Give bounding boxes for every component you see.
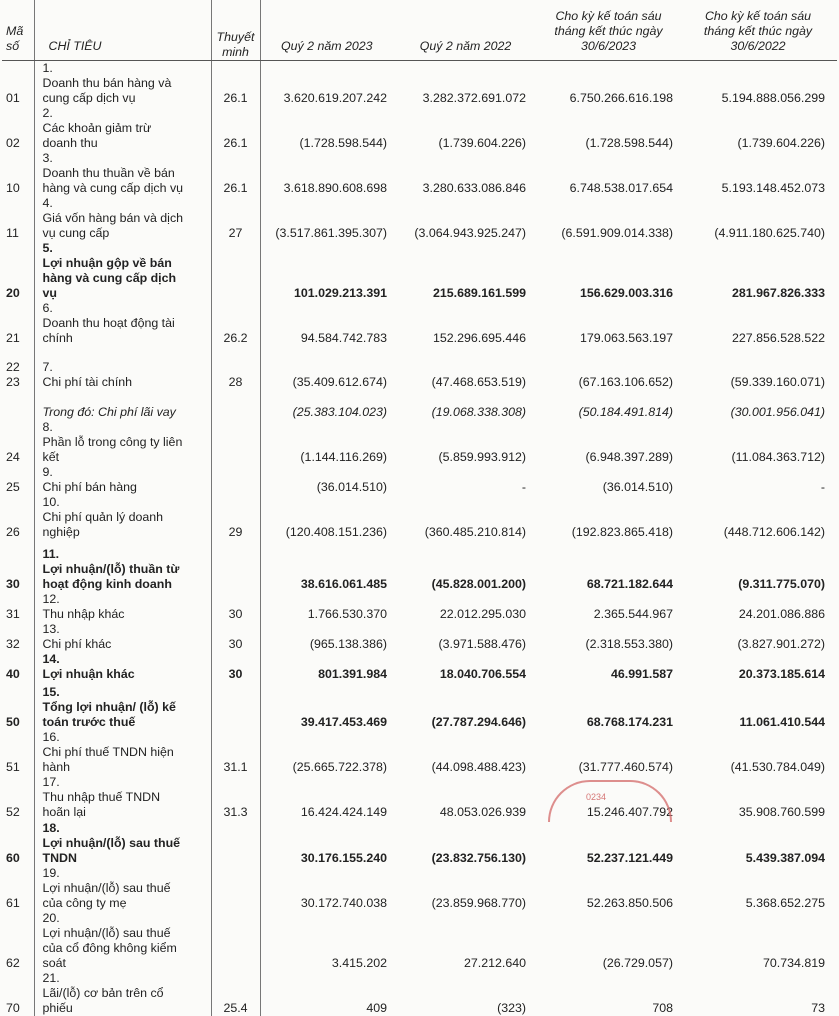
row-code — [2, 465, 34, 495]
row-h2023: 46.991.587 — [538, 652, 685, 682]
table-row — [2, 820, 837, 866]
row-h2023: (31.777.460.574) — [538, 730, 685, 775]
row-number: 21. — [43, 971, 67, 986]
row-q2023: (25.383.104.023) — [260, 390, 399, 420]
row-h2023: (192.823.865.418) — [538, 495, 685, 540]
table-row — [2, 730, 837, 775]
row-label — [34, 106, 211, 151]
row-code — [2, 911, 34, 971]
row-q2022: (3.971.588.476) — [399, 622, 538, 652]
row-label — [34, 390, 211, 420]
table-row — [2, 301, 837, 346]
row-code-value: 01 — [6, 91, 28, 106]
row-q2022: (5.859.993.912) — [399, 420, 538, 465]
row-q2023: (25.665.722.378) — [260, 730, 399, 775]
table-row — [2, 592, 837, 622]
row-code-value: 50 — [6, 715, 28, 730]
row-number: 12. — [43, 592, 67, 607]
row-number: 20. — [43, 911, 67, 926]
row-code — [2, 241, 34, 301]
row-code-value: 62 — [6, 956, 28, 971]
row-note: 26.1 — [211, 106, 260, 151]
row-code — [2, 866, 34, 911]
row-h2022: 5.368.652.275 — [685, 866, 837, 911]
row-q2023: 409 — [260, 971, 399, 1016]
row-h2022: 227.856.528.522 — [685, 301, 837, 346]
row-label-text: Tổng lợi nhuận/ (lỗ) kế toán trước thuế — [43, 700, 188, 730]
row-code-value: 40 — [6, 667, 28, 682]
row-label-text: Lợi nhuận/(lỗ) thuần từ hoạt động kinh doanh — [43, 562, 188, 592]
row-label-text: Doanh thu thuần về bán hàng và cung cấp dịch vụ — [43, 166, 188, 196]
stamp-text: 0234 — [586, 792, 606, 802]
row-q2022: - — [399, 465, 538, 495]
row-number: 8. — [43, 420, 67, 435]
row-code-value: 02 — [6, 136, 28, 151]
row-number: 9. — [43, 465, 67, 480]
header-q2023: Quý 2 năm 2023 — [260, 0, 399, 61]
row-label — [34, 622, 211, 652]
table-row — [2, 622, 837, 652]
row-note — [211, 682, 260, 730]
table-row — [2, 465, 837, 495]
income-statement-table — [2, 0, 837, 1016]
row-code-value: 32 — [6, 637, 28, 652]
row-label-text: Chi phí thuế TNDN hiện hành — [43, 745, 188, 775]
row-label-text: Chi phí khác — [43, 637, 188, 652]
row-label — [34, 911, 211, 971]
row-note: 26.1 — [211, 151, 260, 196]
row-label-text: Thu nhập thuế TNDN hoãn lại — [43, 790, 188, 820]
header-code: Mã số — [2, 0, 34, 61]
row-h2023: 68.768.174.231 — [538, 682, 685, 730]
row-label-text: Lãi/(lỗ) cơ bản trên cổ phiếu — [43, 986, 188, 1016]
row-number: 5. — [43, 241, 67, 256]
row-note — [211, 241, 260, 301]
row-h2022: 73 — [685, 971, 837, 1016]
row-q2023: 801.391.984 — [260, 652, 399, 682]
row-h2022: 5.439.387.094 — [685, 820, 837, 866]
header-name: CHỈ TIÊU — [34, 0, 211, 61]
row-number: 11. — [43, 547, 67, 562]
row-code — [2, 301, 34, 346]
table-body — [2, 61, 837, 1016]
row-note — [211, 390, 260, 420]
row-h2022: (3.827.901.272) — [685, 622, 837, 652]
row-label-text: Doanh thu hoạt động tài chính — [43, 316, 188, 346]
row-number: 14. — [43, 652, 67, 667]
row-number: 13. — [43, 622, 67, 637]
row-label-text: Giá vốn hàng bán và dịch vụ cung cấp — [43, 211, 188, 241]
row-h2023: (2.318.553.380) — [538, 622, 685, 652]
row-code-value: 31 — [6, 607, 28, 622]
row-q2023: 30.176.155.240 — [260, 820, 399, 866]
row-note: 29 — [211, 495, 260, 540]
row-h2022: 20.373.185.614 — [685, 652, 837, 682]
row-label-text: Chi phí tài chính — [43, 375, 188, 390]
row-code — [2, 346, 34, 390]
row-h2023: 179.063.563.197 — [538, 301, 685, 346]
row-q2023: 3.618.890.608.698 — [260, 151, 399, 196]
row-h2023: 6.750.266.616.198 — [538, 61, 685, 107]
row-h2022: 5.194.888.056.299 — [685, 61, 837, 107]
row-q2023: (965.138.386) — [260, 622, 399, 652]
table-row — [2, 106, 837, 151]
row-code — [2, 420, 34, 465]
row-q2022: (44.098.488.423) — [399, 730, 538, 775]
table-row — [2, 196, 837, 241]
row-q2022: (360.485.210.814) — [399, 495, 538, 540]
row-h2022: (448.712.606.142) — [685, 495, 837, 540]
row-q2023: 16.424.424.149 — [260, 775, 399, 820]
row-h2023: (26.729.057) — [538, 911, 685, 971]
row-code-value: 20 — [6, 286, 28, 301]
row-label-text: Các khoản giảm trừ doanh thu — [43, 121, 188, 151]
row-q2022: 215.689.161.599 — [399, 241, 538, 301]
row-q2022: (23.859.968.770) — [399, 866, 538, 911]
row-label — [34, 196, 211, 241]
row-code — [2, 682, 34, 730]
row-note: 30 — [211, 592, 260, 622]
row-h2022: 11.061.410.544 — [685, 682, 837, 730]
row-note — [211, 820, 260, 866]
row-h2023: 6.748.538.017.654 — [538, 151, 685, 196]
row-code — [2, 971, 34, 1016]
row-code-value: 10 — [6, 181, 28, 196]
row-number: 1. — [43, 61, 67, 76]
row-note — [211, 420, 260, 465]
row-note: 25.4 — [211, 971, 260, 1016]
row-code-value: 51 — [6, 760, 28, 775]
row-note: 31.3 — [211, 775, 260, 820]
red-seal-stamp — [548, 780, 672, 822]
row-q2023: 3.620.619.207.242 — [260, 61, 399, 107]
row-q2023: (1.144.116.269) — [260, 420, 399, 465]
row-q2022: (27.787.294.646) — [399, 682, 538, 730]
row-h2023: (50.184.491.814) — [538, 390, 685, 420]
row-q2022: (47.468.653.519) — [399, 346, 538, 390]
row-q2022: 3.282.372.691.072 — [399, 61, 538, 107]
row-h2023: 708 — [538, 971, 685, 1016]
row-code-value: 22 — [6, 360, 28, 375]
row-h2022: (41.530.784.049) — [685, 730, 837, 775]
row-label — [34, 820, 211, 866]
row-q2023: (3.517.861.395.307) — [260, 196, 399, 241]
table-row — [2, 540, 837, 592]
row-h2023: 52.263.850.506 — [538, 866, 685, 911]
row-code-value: 25 — [6, 480, 28, 495]
header-h2022: Cho kỳ kế toán sáu tháng kết thúc ngày 30/6/2022 — [685, 0, 837, 61]
row-q2023: (120.408.151.236) — [260, 495, 399, 540]
row-label — [34, 420, 211, 465]
row-h2023: (36.014.510) — [538, 465, 685, 495]
row-h2022: 70.734.819 — [685, 911, 837, 971]
row-label — [34, 866, 211, 911]
row-h2022: 35.908.760.599 — [685, 775, 837, 820]
row-q2023: 39.417.453.469 — [260, 682, 399, 730]
row-h2022: - — [685, 465, 837, 495]
row-note: 27 — [211, 196, 260, 241]
header-h2023: Cho kỳ kế toán sáu tháng kết thúc ngày 30/6/2023 — [538, 0, 685, 61]
table-row — [2, 61, 837, 107]
row-q2023: 3.415.202 — [260, 911, 399, 971]
table-row — [2, 971, 837, 1016]
row-q2023: 94.584.742.783 — [260, 301, 399, 346]
row-h2023: 68.721.182.644 — [538, 540, 685, 592]
row-label — [34, 151, 211, 196]
row-number: 16. — [43, 730, 67, 745]
row-label-text: Lợi nhuận gộp về bán hàng và cung cấp dịch vụ — [43, 256, 188, 301]
row-q2022: 22.012.295.030 — [399, 592, 538, 622]
row-h2022: (11.084.363.712) — [685, 420, 837, 465]
row-number: 3. — [43, 151, 67, 166]
row-label — [34, 495, 211, 540]
table-row — [2, 241, 837, 301]
row-label-text: Chi phí bán hàng — [43, 480, 188, 495]
row-q2023: 30.172.740.038 — [260, 866, 399, 911]
row-note: 26.2 — [211, 301, 260, 346]
row-number: 2. — [43, 106, 67, 121]
row-code — [2, 775, 34, 820]
row-note — [211, 540, 260, 592]
row-code — [2, 652, 34, 682]
row-h2022: (30.001.956.041) — [685, 390, 837, 420]
row-label-text: Phần lỗ trong công ty liên kết — [43, 435, 188, 465]
row-h2023: 15.246.407.792 — [538, 775, 685, 820]
row-q2022: 18.040.706.554 — [399, 652, 538, 682]
row-q2022: 48.053.026.939 — [399, 775, 538, 820]
row-label — [34, 346, 211, 390]
row-code — [2, 196, 34, 241]
row-number: 6. — [43, 301, 67, 316]
row-code-value: 70 — [6, 1001, 28, 1016]
row-h2022: 5.193.148.452.073 — [685, 151, 837, 196]
row-label — [34, 775, 211, 820]
row-code-value: 60 — [6, 851, 28, 866]
row-q2022: (323) — [399, 971, 538, 1016]
row-label-text: Trong đó: Chi phí lãi vay — [43, 405, 188, 420]
row-number: 4. — [43, 196, 67, 211]
row-q2022: (19.068.338.308) — [399, 390, 538, 420]
row-q2022: (45.828.001.200) — [399, 540, 538, 592]
row-h2023: 156.629.003.316 — [538, 241, 685, 301]
header-row — [2, 0, 837, 61]
row-h2023: (1.728.598.544) — [538, 106, 685, 151]
row-q2022: 3.280.633.086.846 — [399, 151, 538, 196]
table-row — [2, 652, 837, 682]
row-number: 19. — [43, 866, 67, 881]
row-h2023: (6.591.909.014.338) — [538, 196, 685, 241]
row-h2022: (4.911.180.625.740) — [685, 196, 837, 241]
row-code — [2, 151, 34, 196]
row-label — [34, 682, 211, 730]
row-code-value: 61 — [6, 896, 28, 911]
table-row — [2, 390, 837, 420]
row-code — [2, 540, 34, 592]
row-number: 7. — [43, 360, 67, 375]
table-row — [2, 420, 837, 465]
row-q2022: (3.064.943.925.247) — [399, 196, 538, 241]
row-q2022: (23.832.756.130) — [399, 820, 538, 866]
row-h2022: (9.311.775.070) — [685, 540, 837, 592]
row-code-value: 26 — [6, 525, 28, 540]
row-label — [34, 730, 211, 775]
row-number: 17. — [43, 775, 67, 790]
row-label — [34, 652, 211, 682]
row-code — [2, 592, 34, 622]
row-q2023: (36.014.510) — [260, 465, 399, 495]
row-note — [211, 911, 260, 971]
header-q2022: Quý 2 năm 2022 — [399, 0, 538, 61]
row-code — [2, 390, 34, 420]
row-q2023: (1.728.598.544) — [260, 106, 399, 151]
row-code — [2, 730, 34, 775]
row-code — [2, 622, 34, 652]
row-number: 10. — [43, 495, 67, 510]
row-code — [2, 820, 34, 866]
row-label — [34, 540, 211, 592]
header-note: Thuyết minh — [211, 0, 260, 61]
row-h2023: 2.365.544.967 — [538, 592, 685, 622]
row-q2023: 1.766.530.370 — [260, 592, 399, 622]
row-code-value: 24 — [6, 450, 28, 465]
table-row — [2, 866, 837, 911]
row-code-value: 23 — [6, 375, 28, 390]
row-label — [34, 592, 211, 622]
row-q2022: (1.739.604.226) — [399, 106, 538, 151]
row-h2022: 24.201.086.886 — [685, 592, 837, 622]
row-h2023: (67.163.106.652) — [538, 346, 685, 390]
row-label-text: Doanh thu bán hàng và cung cấp dịch vụ — [43, 76, 188, 106]
row-q2023: 38.616.061.485 — [260, 540, 399, 592]
row-q2023: (35.409.612.674) — [260, 346, 399, 390]
row-label — [34, 61, 211, 107]
row-note: 26.1 — [211, 61, 260, 107]
row-label — [34, 301, 211, 346]
row-label-text: Chi phí quản lý doanh nghiệp — [43, 510, 188, 540]
row-number: 15. — [43, 685, 67, 700]
row-number: 18. — [43, 821, 67, 836]
row-note: 28 — [211, 346, 260, 390]
table-row — [2, 775, 837, 820]
row-code-value: 21 — [6, 331, 28, 346]
row-note — [211, 866, 260, 911]
row-q2022: 152.296.695.446 — [399, 301, 538, 346]
row-h2022: 281.967.826.333 — [685, 241, 837, 301]
row-code-value: 52 — [6, 805, 28, 820]
row-label-text: Lợi nhuận khác — [43, 667, 188, 682]
table-row — [2, 495, 837, 540]
table-row — [2, 151, 837, 196]
row-note — [211, 465, 260, 495]
table-row — [2, 682, 837, 730]
row-h2023: 52.237.121.449 — [538, 820, 685, 866]
row-code — [2, 106, 34, 151]
table-row — [2, 911, 837, 971]
row-code — [2, 495, 34, 540]
table-row — [2, 346, 837, 390]
row-code-value: 11 — [6, 226, 28, 241]
row-note: 30 — [211, 622, 260, 652]
row-note: 30 — [211, 652, 260, 682]
row-label-text: Lợi nhuận/(lỗ) sau thuế của công ty mẹ — [43, 881, 188, 911]
row-q2023: 101.029.213.391 — [260, 241, 399, 301]
row-label — [34, 465, 211, 495]
row-label-text: Thu nhập khác — [43, 607, 188, 622]
row-label — [34, 971, 211, 1016]
row-q2022: 27.212.640 — [399, 911, 538, 971]
row-code-value: 30 — [6, 577, 28, 592]
row-h2022: (59.339.160.071) — [685, 346, 837, 390]
row-h2022: (1.739.604.226) — [685, 106, 837, 151]
row-label-text: Lợi nhuận/(lỗ) sau thuế TNDN — [43, 836, 188, 866]
row-note: 31.1 — [211, 730, 260, 775]
row-label-text: Lợi nhuận/(lỗ) sau thuế của cổ đông không kiểm soát — [43, 926, 188, 971]
row-h2023: (6.948.397.289) — [538, 420, 685, 465]
row-code — [2, 61, 34, 107]
row-label — [34, 241, 211, 301]
